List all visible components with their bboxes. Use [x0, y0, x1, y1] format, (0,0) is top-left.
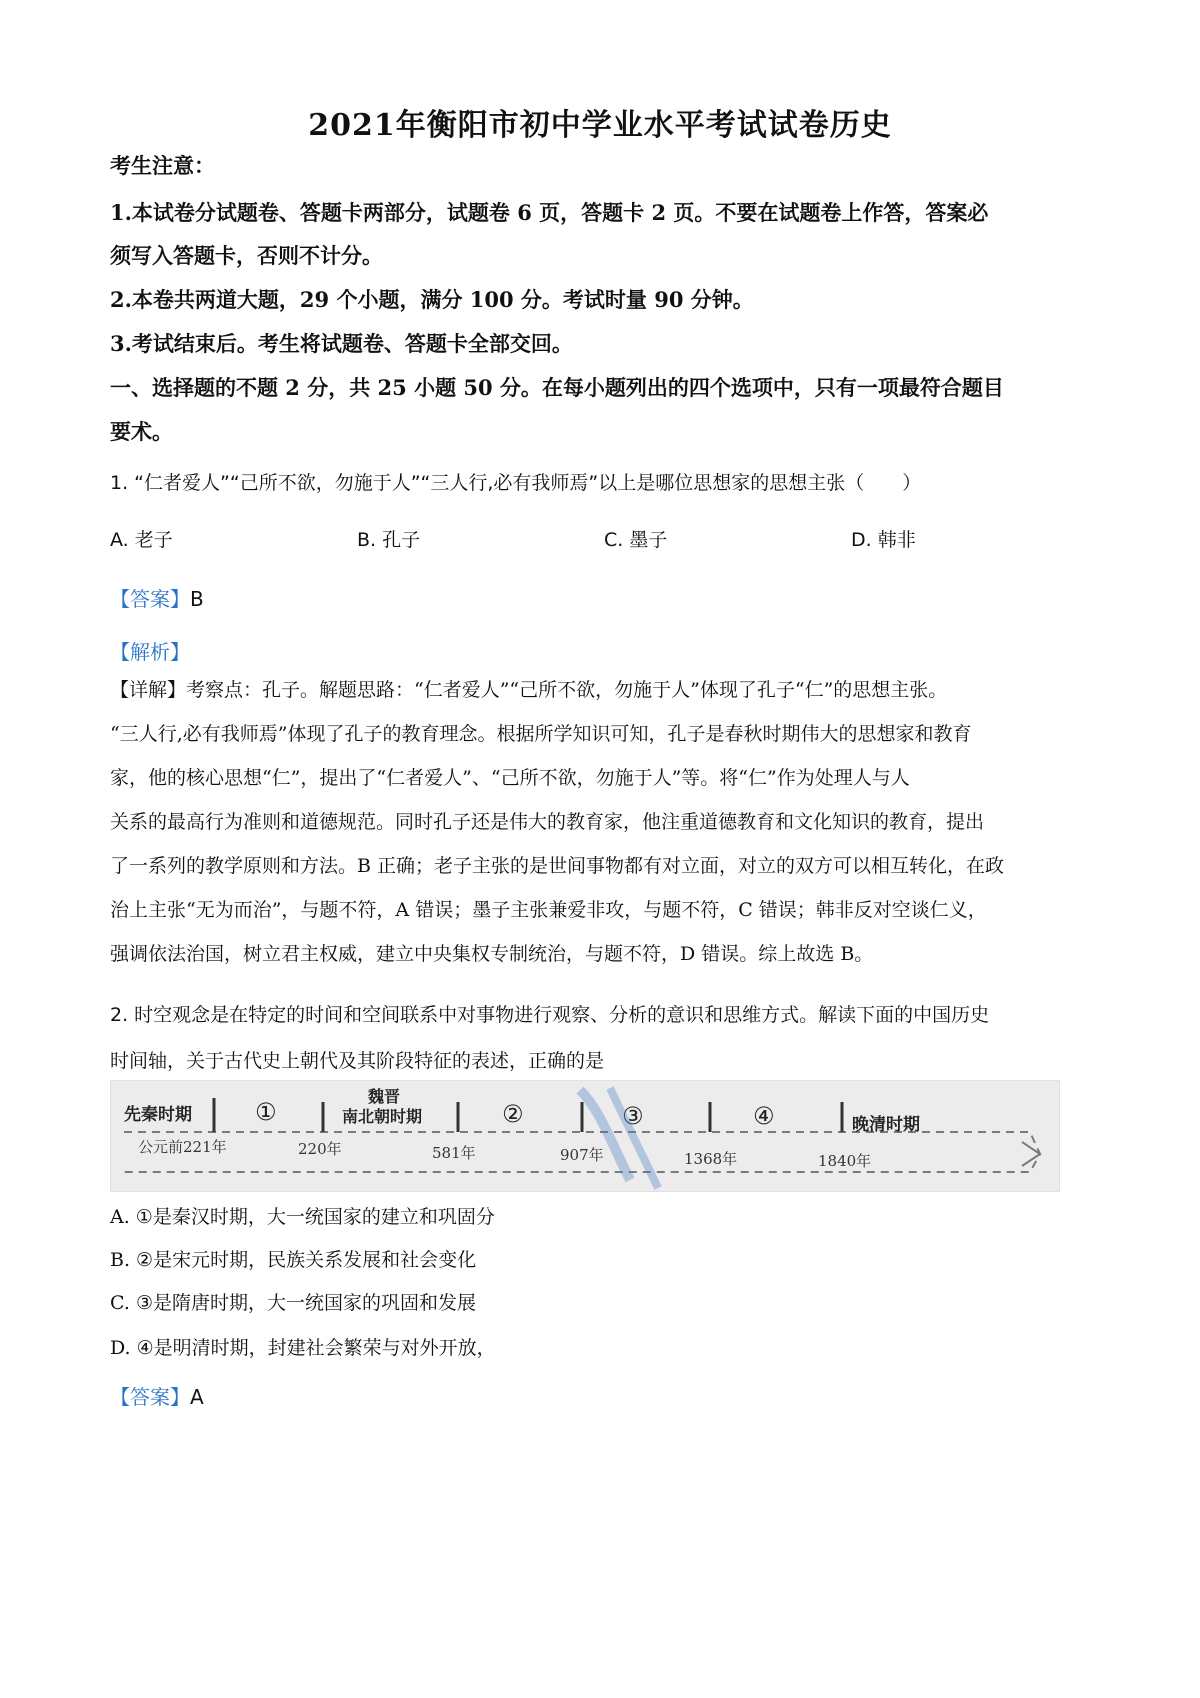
section-heading-cont: 要术。 — [110, 419, 173, 444]
answer-tag-2 — [110, 1381, 204, 1410]
answer-value: A — [190, 1385, 204, 1409]
question-2-option-d: D. ④是明清时期，封建社会繁荣与对外开放， — [110, 1337, 496, 1359]
year-label: 1368年 — [684, 1150, 738, 1168]
notice-item-1: 1.本试卷分试题卷、答题卡两部分，试题卷 6 页，答题卡 2 页。不要在试题卷上作答，答案必 — [110, 200, 989, 225]
question-2-option-c: C. ③是隋唐时期，大一统国家的巩固和发展 — [110, 1292, 476, 1314]
detail-line: 【详解】考察点：孔子。解题思路：“仁者爱人”“己所不欲，勿施于人”体现了孔子“仁”的思想主张。 — [110, 679, 948, 701]
detail-line: 关系的最高行为准则和道德规范。同时孔子还是伟大的教育家，他注重道德教育和文化知识的教育，提出 — [110, 811, 985, 833]
question-2-stem-cont: 时间轴，关于古代史上朝代及其阶段特征的表述，正确的是 — [110, 1050, 605, 1072]
question-2-stem: 2. 时空观念是在特定的时间和空间联系中对事物进行观察、分析的意识和思维方式。解读下面的中国历史 — [110, 1004, 990, 1026]
option-c: C. 墨子 — [604, 529, 668, 551]
year-label: 公元前221年 — [138, 1138, 227, 1156]
option-b: B. 孔子 — [357, 529, 421, 551]
year-label: 220年 — [298, 1140, 342, 1158]
period-label: ② — [502, 1100, 524, 1128]
timeline-svg — [110, 1080, 1060, 1192]
detail-line: 治上主张“无为而治”，与题不符，A 错误；墨子主张兼爱非攻，与题不符，C 错误；韩非反对空谈仁义， — [110, 899, 987, 921]
detail-line: 强调依法治国，树立君主权威，建立中央集权专制统治，与题不符，D 错误。综上故选 B。 — [110, 943, 874, 965]
period-label: 晚清时期 — [852, 1115, 920, 1135]
answer-tag-1 — [110, 583, 204, 612]
analysis-detail — [110, 668, 1100, 976]
notice-item-2: 2.本卷共两道大题，29 个小题，满分 100 分。考试时量 90 分钟。 — [110, 287, 754, 312]
question-2-option-a: A. ①是秦汉时期，大一统国家的建立和巩固分 — [110, 1206, 495, 1228]
question-2-option-b: B. ②是宋元时期，民族关系发展和社会变化 — [110, 1249, 477, 1271]
analysis-label: 【解析】 — [110, 640, 190, 664]
history-timeline-figure — [110, 1080, 1060, 1192]
section-heading: 一、选择题的不题 2 分，共 25 小题 50 分。在每小题列出的四个选项中，只有一项最符合题目 — [110, 375, 1004, 400]
answer-value: B — [190, 587, 204, 611]
answer-label: 【答案】 — [110, 587, 190, 611]
notice-heading: 考生注意： — [110, 153, 215, 178]
period-label: ④ — [753, 1102, 775, 1130]
detail-line: “三人行,必有我师焉”体现了孔子的教育理念。根据所学知识可知，孔子是春秋时期伟大的思想家和教育 — [110, 723, 972, 745]
period-label: ① — [255, 1098, 277, 1126]
option-d: D. 韩非 — [851, 529, 916, 551]
detail-line: 了一系列的教学原则和方法。B 正确；老子主张的是世间事物都有对立面，对立的双方可以相互转化，在政 — [110, 855, 1005, 877]
detail-line: 家，他的核心思想“仁”，提出了“仁者爱人”、“己所不欲，勿施于人”等。将“仁”作为处理人与人 — [110, 767, 910, 789]
year-label: 1840年 — [818, 1152, 872, 1170]
option-a: A. 老子 — [110, 529, 173, 551]
analysis-tag — [110, 636, 190, 665]
period-label: 南北朝时期 — [342, 1107, 423, 1126]
period-label: ③ — [622, 1102, 644, 1130]
period-label: 魏晋 — [368, 1087, 401, 1106]
question-1-stem: 1. “仁者爱人”“己所不欲，勿施于人”“三人行,必有我师焉”以上是哪位思想家的思想主张（ ） — [110, 472, 922, 494]
notice-item-3: 3.考试结束后。考生将试题卷、答题卡全部交回。 — [110, 331, 573, 356]
page-title: 2021年衡阳市初中学业水平考试试卷历史 — [308, 108, 892, 143]
year-label: 581年 — [432, 1144, 476, 1162]
question-1-options — [110, 525, 1100, 555]
year-label: 907年 — [560, 1146, 604, 1164]
answer-label: 【答案】 — [110, 1385, 190, 1409]
period-label: 先秦时期 — [124, 1105, 192, 1125]
notice-item-1-cont: 须写入答题卡，否则不计分。 — [110, 243, 383, 268]
